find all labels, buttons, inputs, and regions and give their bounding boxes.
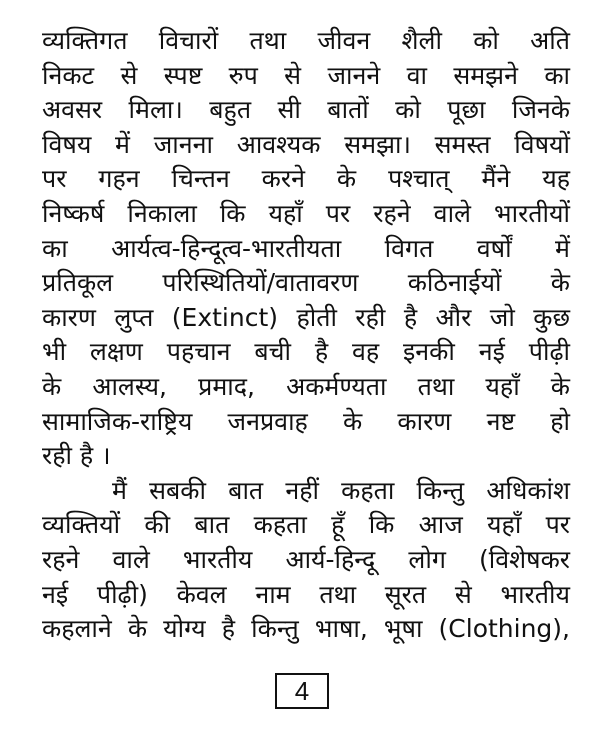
text-line: के आलस्य, प्रमाद, अकर्मण्यता तथा यहाँ के (42, 371, 570, 401)
text-line: कहलाने के योग्य है किन्तु भाषा, भूषा (Clothing), (42, 614, 570, 644)
text-line: व्यक्तिगत विचारों तथा जीवन शैली को अति (42, 26, 570, 55)
text-line: निकट से स्पष्ट रुप से जानने वा समझने का (42, 60, 570, 90)
text-line: रही है । (42, 441, 111, 471)
text-line: रहने वाले भारतीय आर्य-हिन्दू लोग (विशेषकर (42, 544, 570, 574)
text-line: पर गहन चिन्तन करने के पश्चात् मैंने यह (42, 164, 570, 194)
text-line: नई पीढ़ी) केवल नाम तथा सूरत से भारतीय (42, 579, 570, 609)
text-line: का आर्यत्व-हिन्दूत्व-भारतीयता विगत वर्षों में (42, 233, 570, 263)
text-line: सामाजिक-राष्ट्रिय जनप्रवाह के कारण नष्ट हो (42, 406, 570, 436)
text-line: विषय में जानना आवश्यक समझा। समस्त विषयों (42, 129, 570, 159)
text-line: अवसर मिला। बहुत सी बातों को पूछा जिनके (42, 95, 570, 125)
text-line: निष्कर्ष निकाला कि यहाँ पर रहने वाले भारतीयों (42, 198, 570, 228)
text-line: भी लक्षण पहचान बची है वह इनकी नई पीढ़ी (42, 337, 570, 367)
text-line: व्यक्तियों की बात कहता हूँ कि आज यहाँ पर (42, 510, 570, 540)
paragraph-1 (42, 24, 570, 474)
page-body (42, 24, 570, 647)
paragraph-2 (42, 474, 570, 647)
text-line: मैं सबकी बात नहीं कहता किन्तु अधिकांश (112, 475, 570, 505)
text-line: कारण लुप्त (Extinct) होती रही है और जो कुछ (42, 302, 570, 332)
text-line: प्रतिकूल परिस्थितियों/वातावरण कठिनाईयों के (42, 268, 570, 298)
page-number: 4 (275, 673, 329, 709)
